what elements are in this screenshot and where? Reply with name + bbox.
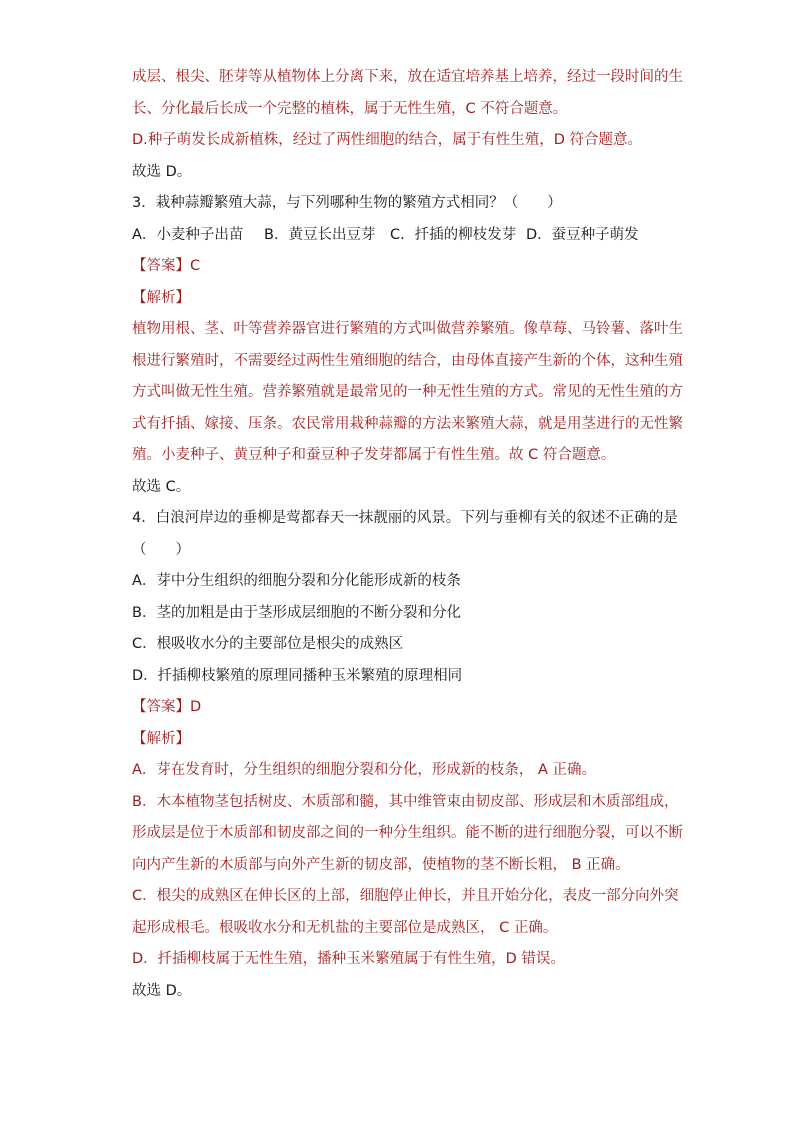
analysis-line: 向内产生新的木质部与向外产生新的韧皮部，使植物的茎不断长粗， B 正确。 [132, 856, 630, 873]
analysis-line: 形成层是位于木质部和韧皮部之间的一种分生组织。能不断的进行细胞分裂，可以不断 [132, 825, 683, 841]
analysis-line: D.种子萌发长成新植株，经过了两性细胞的结合，属于有性生殖，D 符合题意。 [132, 132, 643, 148]
analysis-line: B．木本植物茎包括树皮、木质部和髓，其中维管束由韧皮部、形成层和木质部组成， [132, 793, 679, 810]
document-page [132, 62, 683, 1007]
question-stem-bracket: （ ） [132, 541, 190, 558]
analysis-label: 【解析】 [132, 289, 190, 306]
analysis-line: 式有扦插、嫁接、压条。农民常用栽种蒜瓣的方法来繁殖大蒜，就是用茎进行的无性繁 [132, 415, 683, 432]
analysis-line: 起形成根毛。根吸收水分和无机盐的主要部位是成熟区， C 正确。 [132, 919, 558, 936]
question-3 [132, 188, 683, 503]
option-b: B．黄豆长出豆芽 [264, 226, 376, 243]
analysis-line: A．芽在发育时，分生组织的细胞分裂和分化，形成新的枝条， A 正确。 [132, 762, 597, 778]
conclusion: 故选 D。 [132, 163, 192, 180]
option-d: D．扦插柳枝繁殖的原理同播种玉米繁殖的原理相同 [132, 667, 463, 684]
option-c: C．根吸收水分的主要部位是根尖的成熟区 [132, 636, 404, 652]
analysis-line: 殖。小麦种子、黄豆种子和蚕豆种子发芽都属于有性生殖。故 C 符合题意。 [132, 447, 616, 463]
option-a: A．小麦种子出苗 [132, 226, 244, 243]
previous-analysis [132, 62, 683, 188]
question-stem: 4．白浪河岸边的垂柳是莺都春天一抹靓丽的风景。下列与垂柳有关的叙述不正确的是 [132, 510, 678, 526]
option-d: D．蚕豆种子萌发 [526, 226, 639, 243]
analysis-line: 成层、根尖、胚芽等从植物体上分离下来，放在适宜培养基上培养，经过一段时间的生 [132, 69, 683, 85]
conclusion: 故选 C。 [132, 478, 191, 495]
analysis-line: 根进行繁殖时，不需要经过两性生殖细胞的结合，由母体直接产生新的个体，这种生殖 [132, 352, 683, 369]
answer: 【答案】C [132, 258, 201, 274]
question-stem: 3．栽种蒜瓣繁殖大蒜，与下列哪种生物的繁殖方式相同？（ ） [132, 195, 562, 211]
question-4 [132, 503, 683, 1007]
analysis-line: D．扦插柳枝属于无性生殖，播种玉米繁殖属于有性生殖，D 错误。 [132, 951, 565, 967]
analysis-line: 植物用根、茎、叶等营养器官进行繁殖的方式叫做营养繁殖。像草莓、马铃薯、落叶生 [132, 321, 683, 337]
option-b: B．茎的加粗是由于茎形成层细胞的不断分裂和分化 [132, 604, 461, 621]
analysis-label: 【解析】 [132, 730, 190, 747]
conclusion: 故选 D。 [132, 982, 192, 999]
options-row [132, 220, 662, 252]
option-c: C．扦插的柳枝发芽 [390, 226, 517, 243]
option-a: A．芽中分生组织的细胞分裂和分化能形成新的枝条 [132, 573, 461, 589]
analysis-line: 长、分化最后长成一个完整的植株，属于无性生殖，C 不符合题意。 [132, 100, 568, 117]
answer: 【答案】D [132, 699, 202, 715]
analysis-line: 方式叫做无性生殖。营养繁殖就是最常见的一种无性生殖的方式。常见的无性生殖的方 [132, 384, 683, 400]
analysis-line: C．根尖的成熟区在伸长区的上部，细胞停止伸长，并且开始分化，表皮一部分向外突 [132, 888, 679, 904]
